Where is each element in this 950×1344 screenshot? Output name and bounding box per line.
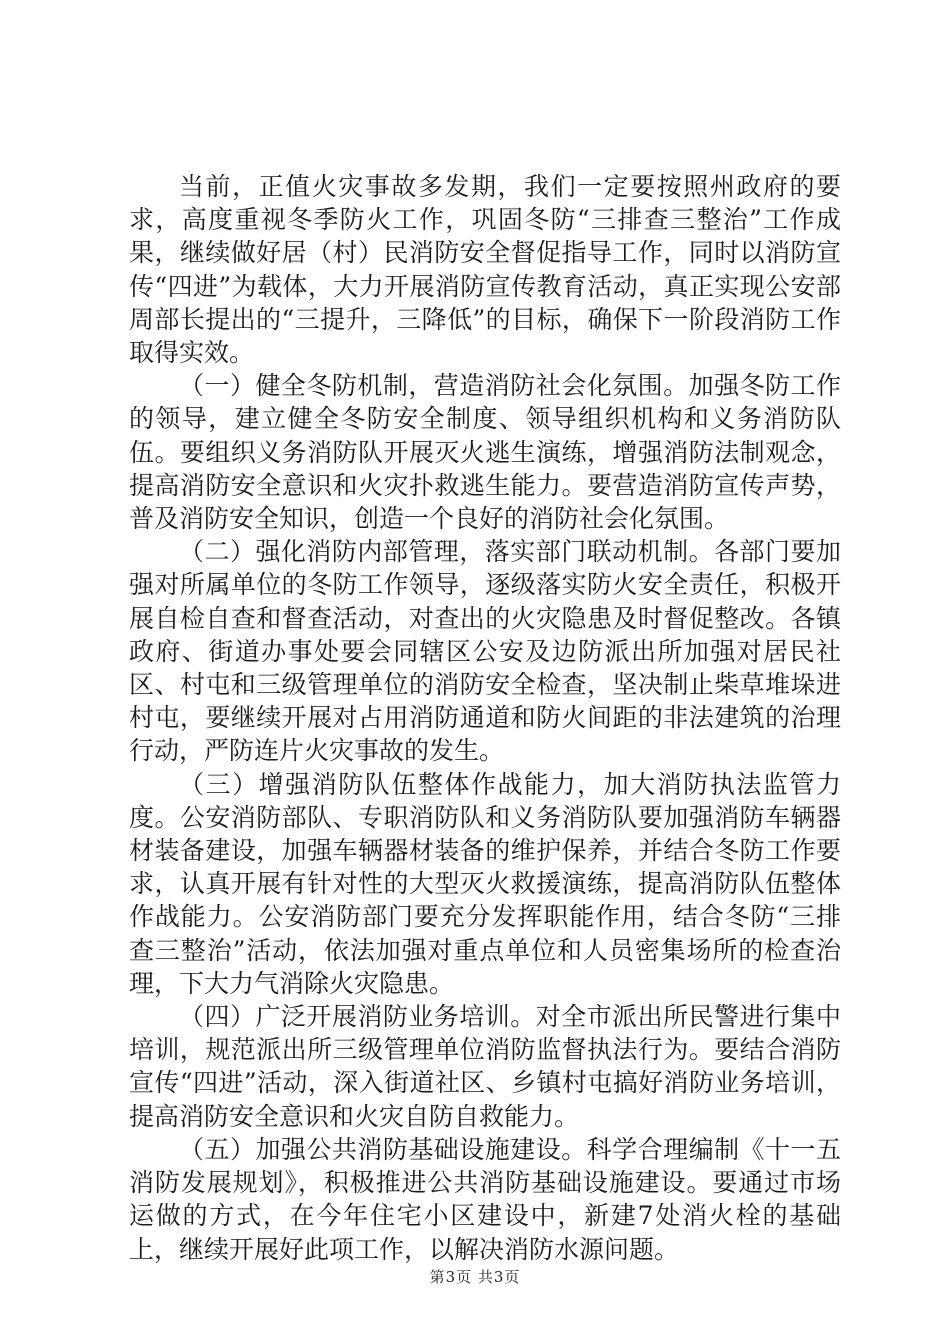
paragraph-section-4: （四）广泛开展消防业务培训。对全市派出所民警进行集中培训，规范派出所三级管理单位消防监督执法行为。要结合消防宣传“四进”活动，深入街道社区、乡镇村屯搞好消防业务培训，提高消防安全意识和火灾自防自救能力。 (129, 1002, 841, 1131)
paragraph-section-5: （五）加强公共消防基础设施建设。科学合理编制《十一五消防发展规划》，积极推进公共消防基础设施建设。要通过市场运做的方式，在今年住宅小区建设中，新建7处消火栓的基础上，继续开展好此项工作，以解决消防水源问题。 (129, 1134, 841, 1264)
paragraph-section-3: （三）增强消防队伍整体作战能力，加大消防执法监管力度。公安消防部队、专职消防队和义务消防队要加强消防车辆器材装备建设，加强车辆器材装备的维护保养，并结合冬防工作要求，认真开展有针对性的大型灭火救援演练，提高消防队伍整体作战能力。公安消防部门要充分发挥职能作用，结合冬防“三排查三整治”活动，依法加强对重点单位和人员密集场所的检查治理，下大力气消除火灾隐患。 (129, 769, 841, 998)
paragraph-intro: 当前，正值火灾事故多发期，我们一定要按照州政府的要求，高度重视冬季防火工作，巩固冬防“三排查三整治”工作成果，继续做好居（村）民消防安全督促指导工作，同时以消防宣传“四进”为载体，大力开展消防宣传教育活动，真正实现公安部周部长提出的“三提升，三降低”的目标，确保下一阶段消防工作取得实效。 (129, 172, 841, 368)
paragraph-section-1: （一）健全冬防机制，营造消防社会化氛围。加强冬防工作的领导，建立健全冬防安全制度、领导组织机构和义务消防队伍。要组织义务消防队开展灭火逃生演练，增强消防法制观念，提高消防安全意识和火灾扑救逃生能力。要营造消防宣传声势，普及消防安全知识，创造一个良好的消防社会化氛围。 (129, 371, 841, 534)
paragraph-section-2: （二）强化消防内部管理，落实部门联动机制。各部门要加强对所属单位的冬防工作领导，逐级落实防火安全责任，积极开展自检自查和督查活动，对查出的火灾隐患及时督促整改。各镇政府、街道办事处要会同辖区公安及边防派出所加强对居民社区、村屯和三级管理单位的消防安全检查，坚决制止柴草堆垛进村屯，要继续开展对占用消防通道和防火间距的非法建筑的治理行动，严防连片火灾事故的发生。 (129, 537, 841, 766)
page-number-footer: 第3页 共3页 (429, 1268, 521, 1286)
document-body (129, 170, 841, 1266)
